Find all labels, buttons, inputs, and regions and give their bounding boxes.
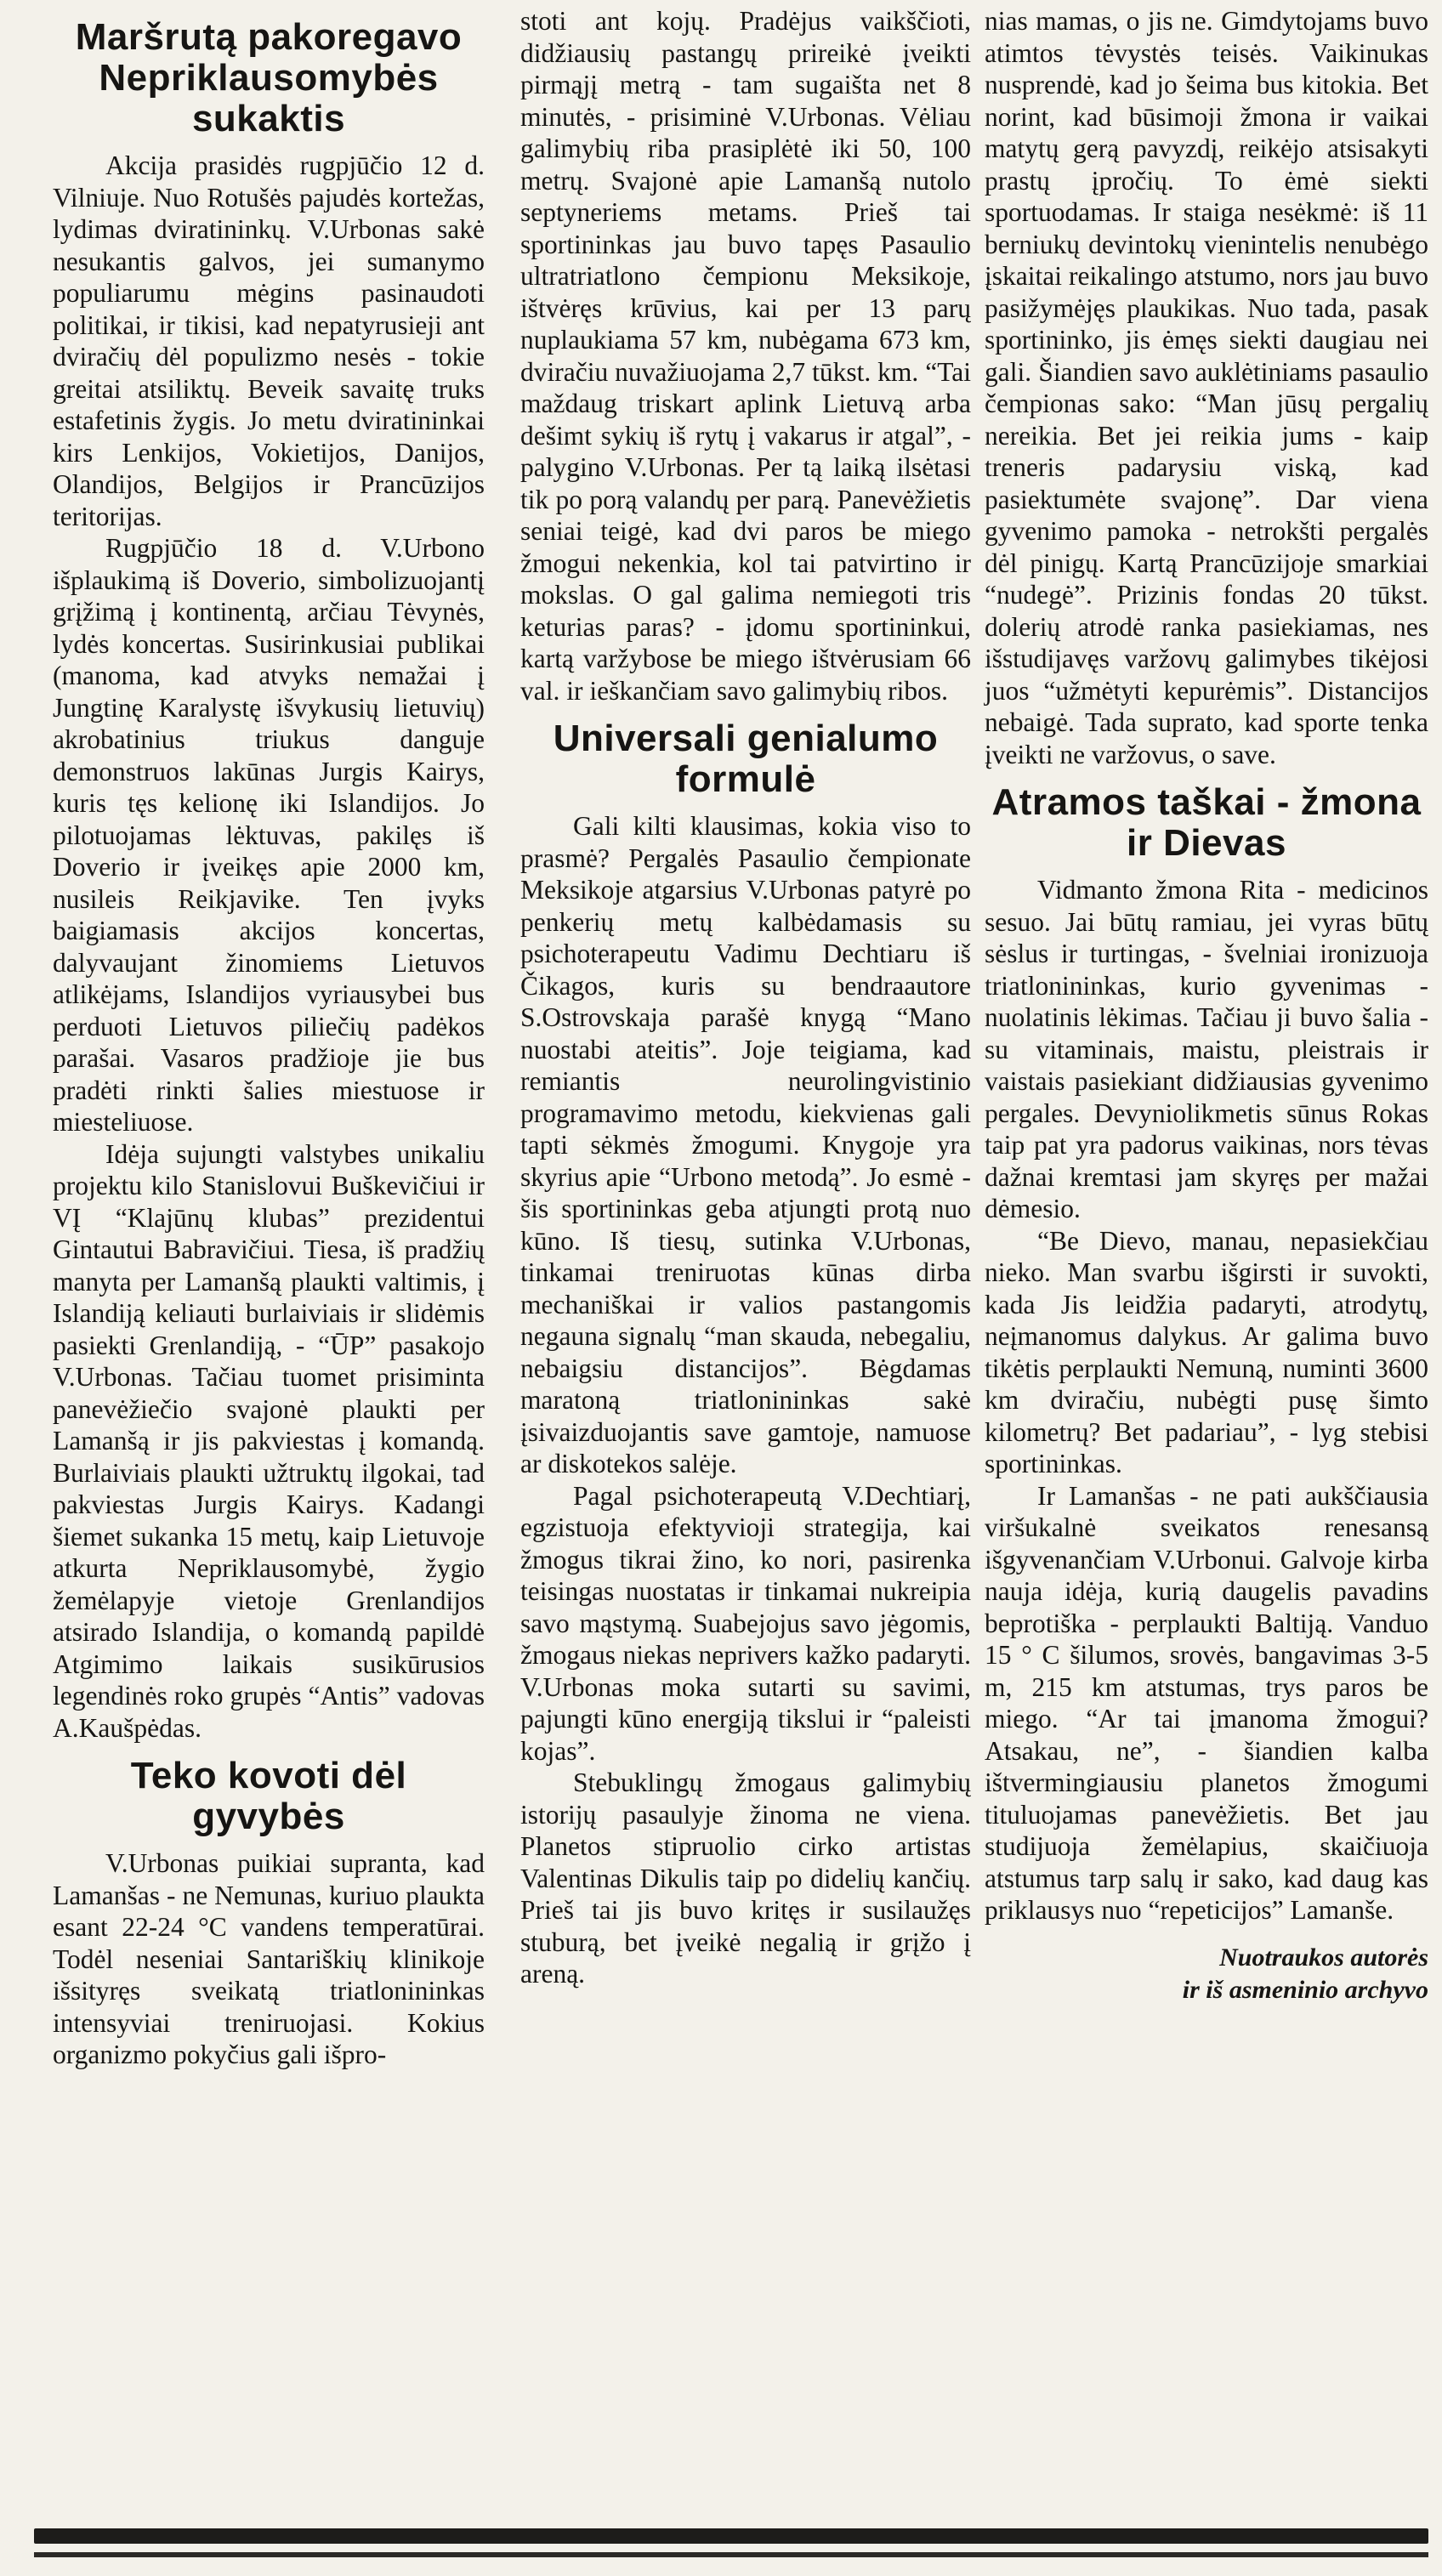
bottom-rule: [34, 2528, 1428, 2544]
photo-credit: [985, 1942, 1428, 2006]
column-2: [520, 5, 971, 1990]
paragraph: Gali kilti klausimas, kokia viso to prasmė? Pergalės Pasaulio čempionate Meksikoje atgarsius V.Urbonas patyrė po penkerių metų kalbėdamasis su psichoterapeutu Vadimu Dechtiaru iš Čikagos, kuris su bendraautore S.Ostrovskaja parašė knygą “Mano nuostabi ateitis”. Joje teigiama, kad remiantis neurolingvistinio programavimo metodu, kiekvienas gali tapti sėkmės žmogumi. Knygoje yra skyrius apie “Urbono metodą”. Jo esmė - šis sportininkas geba atjungti protą nuo kūno. Iš tiesų, sutinka V.Urbonas, tinkamai treniruotas kūnas dirba mechaniškai ir valios pastangomis negauna signalų “man skauda, nebegaliu, nebaigsiu distancijos”. Bėgdamas maratoną triatlonininkas sakė įsivaizduojantis save gamtoje, namuose ar diskotekos salėje.: [520, 811, 971, 1478]
section-heading: Maršrutą pakoregavo Nepriklausomybės sukaktis: [75, 16, 463, 139]
paragraph: Ir Lamanšas - ne pati aukščiausia viršukalnė sveikatos renesansą išgyvenančiam V.Urbonui. Galvoje kirba nauja idėja, kurią daugelis pavadins beprotiška - perplaukti Baltiją. Vanduo 15 ° C šilumos, srovės, bangavimas 3-5 m, 215 km atstumas, trys paros be miego. “Ar tai įmanoma žmogui? Atsakau, ne”, - šiandien kalba ištvermingiausiu planetos žmogumi tituluojamas panevėžietis. Bet jau studijuoja žemėlapius, skaičiuoja atstumus tarp salų ir sako, kad daug kas priklausys nuo “repeticijos” Lamanše.: [985, 1480, 1428, 1925]
paragraph: Rugpjūčio 18 d. V.Urbono išplaukimą iš Doverio, simbolizuojantį grįžimą į kontinentą, arčiau Tėvynės, lydės koncertas. Susirinkusiai publikai (manoma, kad atvyks nemažai į Jungtinę Karalystę išvykusių lietuvių) akrobatinius triukus danguje demonstruos lakūnas Jurgis Kairys, kuris tęs kelionę iki Islandijos. Jo pilotuojamas lėktuvas, pakilęs iš Doverio ir įveikęs apie 2000 km, nusileis Reikjavike. Ten įvyks baigiamasis akcijos koncertas, dalyvaujant žinomiems Lietuvos atlikėjams, Islandijos vyriausybei bus perduoti Lietuvos piliečių padėkos parašai. Vasaros pradžioje jie bus pradėti rinkti šalies miestuose ir miesteliuose.: [53, 533, 485, 1137]
paragraph: stoti ant kojų. Pradėjus vaikščioti, didžiausių pastangų prireikė įveikti pirmąjį metrą - tam sugaišta net 8 minutės, - prisiminė V.Urbonas. Vėliau galimybių riba prasiplėtė iki 50, 100 metrų. Svajonė apie Lamanšą nutolo septyneriems metams. Prieš tai sportininkas jau buvo tapęs Pasaulio ultratriatlono čempionu Meksikoje, ištvėręs krūvius, kai per 13 parų nuplaukiama 57 km, nubėgama 673 km, dviračiu nuvažiuojama 2,7 tūkst. km. “Tai maždaug triskart aplink Lietuvą arba dešimt sykių iš rytų į vakarus ir atgal”, - palygino V.Urbonas. Per tą laiką ilsėtasi tik po porą valandų per parą. Panevėžietis seniai teigė, kad dvi paros be miego žmogui nekenkia, kol tai patvirtino ir mokslas. O gal galima nemiegoti tris keturias paras? - įdomu sportininkui, kartą varžybose be miego ištvėrusiam 66 val. ir ieškančiam savo galimybių ribos.: [520, 6, 971, 706]
section-heading: Teko kovoti dėl gyvybės: [130, 1755, 407, 1837]
paragraph: Idėja sujungti valstybes unikaliu projektu kilo Stanislovui Buškevičiui ir VĮ “Klajūnų klubas” prezidentui Gintautui Babravičiui. Tiesa, iš pradžių manyta per Lamanšą plaukti valtimis, į Islandiją keliauti burlaiviais ir slidėmis pasiekti Grenlandiją, - “ŪP” pasakojo V.Urbonas. Tačiau tuomet prisiminta panevėžiečio svajonė plaukti per Lamanšą ir jis pakviestas į komandą. Burlaiviais plaukti užtruktų ilgokai, tad pakviestas Jurgis Kairys. Kadangi šiemet sukanka 15 metų, kaip Lietuvoje atkurta Nepriklausomybė, žygio žemėlapyje vietoje Grenlandijos atsirado Islandija, o komandą papildė Atgimimo laikais susikūrusios legendinės roko grupės “Antis” vadovas A.Kaušpėdas.: [53, 1138, 485, 1743]
photo-credit-line: Nuotraukos autorės: [1219, 1943, 1428, 1972]
paragraph: “Be Dievo, manau, nepasiekčiau nieko. Man svarbu išgirsti ir suvokti, kada Jis leidžia padaryti, atrodytų, neįmanomus dalykus. Ar galima buvo tikėtis perplaukti Nemuną, numinti 3600 km dviračiu, nubėgti pusę šimto kilometrų? Bet padariau”, - lyg stebisi sportininkas.: [985, 1225, 1428, 1478]
paragraph: nias mamas, o jis ne. Gimdytojams buvo atimtos tėvystės teisės. Vaikinukas nusprendė, kad jo šeima bus kitokia. Bet norint, kad būsimoji žmona ir vaikai matytų gerą pavyzdį, reikėjo atsisakyti prastų įpročių. To ėmė siekti sportuodamas. Ir staiga nesėkmė: iš 11 berniukų devintokų vienintelis nenubėgo įskaitai reikalingo atstumo, nors jau buvo pasižymėjęs plaukikas. Nuo tada, pasak sportininko, jis ėmęs siekti daugiau nei gali. Šiandien savo auklėtiniams pasaulio čempionas sako: “Man jūsų pergalių nereikia. Bet jei reikia jums - kaip treneris padarysiu viską, kad pasiektumėte svajonę”. Dar viena gyvenimo pamoka - netrokšti pergalės dėl pinigų. Kartą Prancūzijoje smarkiai “nudegė”. Prizinis fondas 20 tūkst. dolerių atrodė ranka pasiekiamas, nes išstudijavęs varžovų galimybes tikėjosi juos “užmėtyti kepurėmis”. Distancijos nebaigė. Tada suprato, kad sporte tenka įveikti ne varžovus, o save.: [985, 6, 1428, 769]
section-heading: Universali genialumo formulė: [553, 718, 939, 800]
photo-credit-line: ir iš asmeninio archyvo: [1182, 1975, 1428, 2004]
column-3: [985, 5, 1428, 2006]
section-heading: Atramos taškai - žmona ir Dievas: [991, 781, 1422, 864]
paragraph: Pagal psichoterapeutą V.Dechtiarį, egzistuoja efektyvioji strategija, kai žmogus tikrai žino, ko nori, pasirenka teisingas nuostatas ir tinkamai nukreipia savo mąstymą. Suabejojus savo jėgomis, žmogaus niekas neprivers kažko padaryti. V.Urbonas moka sutarti su savimi, pajungti kūno energiją tikslui ir “paleisti kojas”.: [520, 1480, 971, 1766]
paragraph: V.Urbonas puikiai supranta, kad Lamanšas - ne Nemunas, kuriuo plaukta esant 22-24 °C vandens temperatūrai. Todėl neseniai Santariškių klinikoje išsityręs sveikatą triatlonininkas intensyviai treniruojasi. Kokius organizmo pokyčius gali išpro-: [53, 1848, 485, 2069]
bottom-rule-thin: [34, 2552, 1428, 2557]
paragraph: Akcija prasidės rugpjūčio 12 d. Vilniuje. Nuo Rotušės pajudės kortežas, lydimas dviratininkų. V.Urbonas sakė nesukantis galvos, jei sumanymo populiarumu mėgins pasinaudoti politikai, ir tikisi, kad nepatyrusieji ant dviračių dėl populizmo nesės - tokie greitai atsiliktų. Beveik savaitę truks estafetinis žygis. Jo metu dviratininkai kirs Lenkijos, Vokietijos, Danijos, Olandijos, Belgijos ir Prancūzijos teritorijas.: [53, 150, 485, 531]
paragraph: Vidmanto žmona Rita - medicinos sesuo. Jai būtų ramiau, jei vyras būtų sėslus ir turtingas, - švelniai ironizuoja triatlonininkas, kurio gyvenimas - nuolatinis lėkimas. Tačiau ji buvo šalia - su vitaminais, maistu, pleistrais ir vaistais pasiekiant didžiausias gyvenimo pergales. Devyniolikmetis sūnus Rokas taip pat yra padorus vaikinas, nors tėvas dažnai kremtasi jam skyręs per mažai dėmesio.: [985, 875, 1428, 1223]
paragraph: Stebuklingų žmogaus galimybių istorijų pasaulyje žinoma ne viena. Planetos stipruolio cirko artistas Valentinas Dikulis taip po didelių kančių. Prieš tai jis buvo kritęs ir susilaužęs stuburą, bet įveikė negalią ir grįžo į areną.: [520, 1767, 971, 1989]
column-1: [53, 5, 485, 2071]
